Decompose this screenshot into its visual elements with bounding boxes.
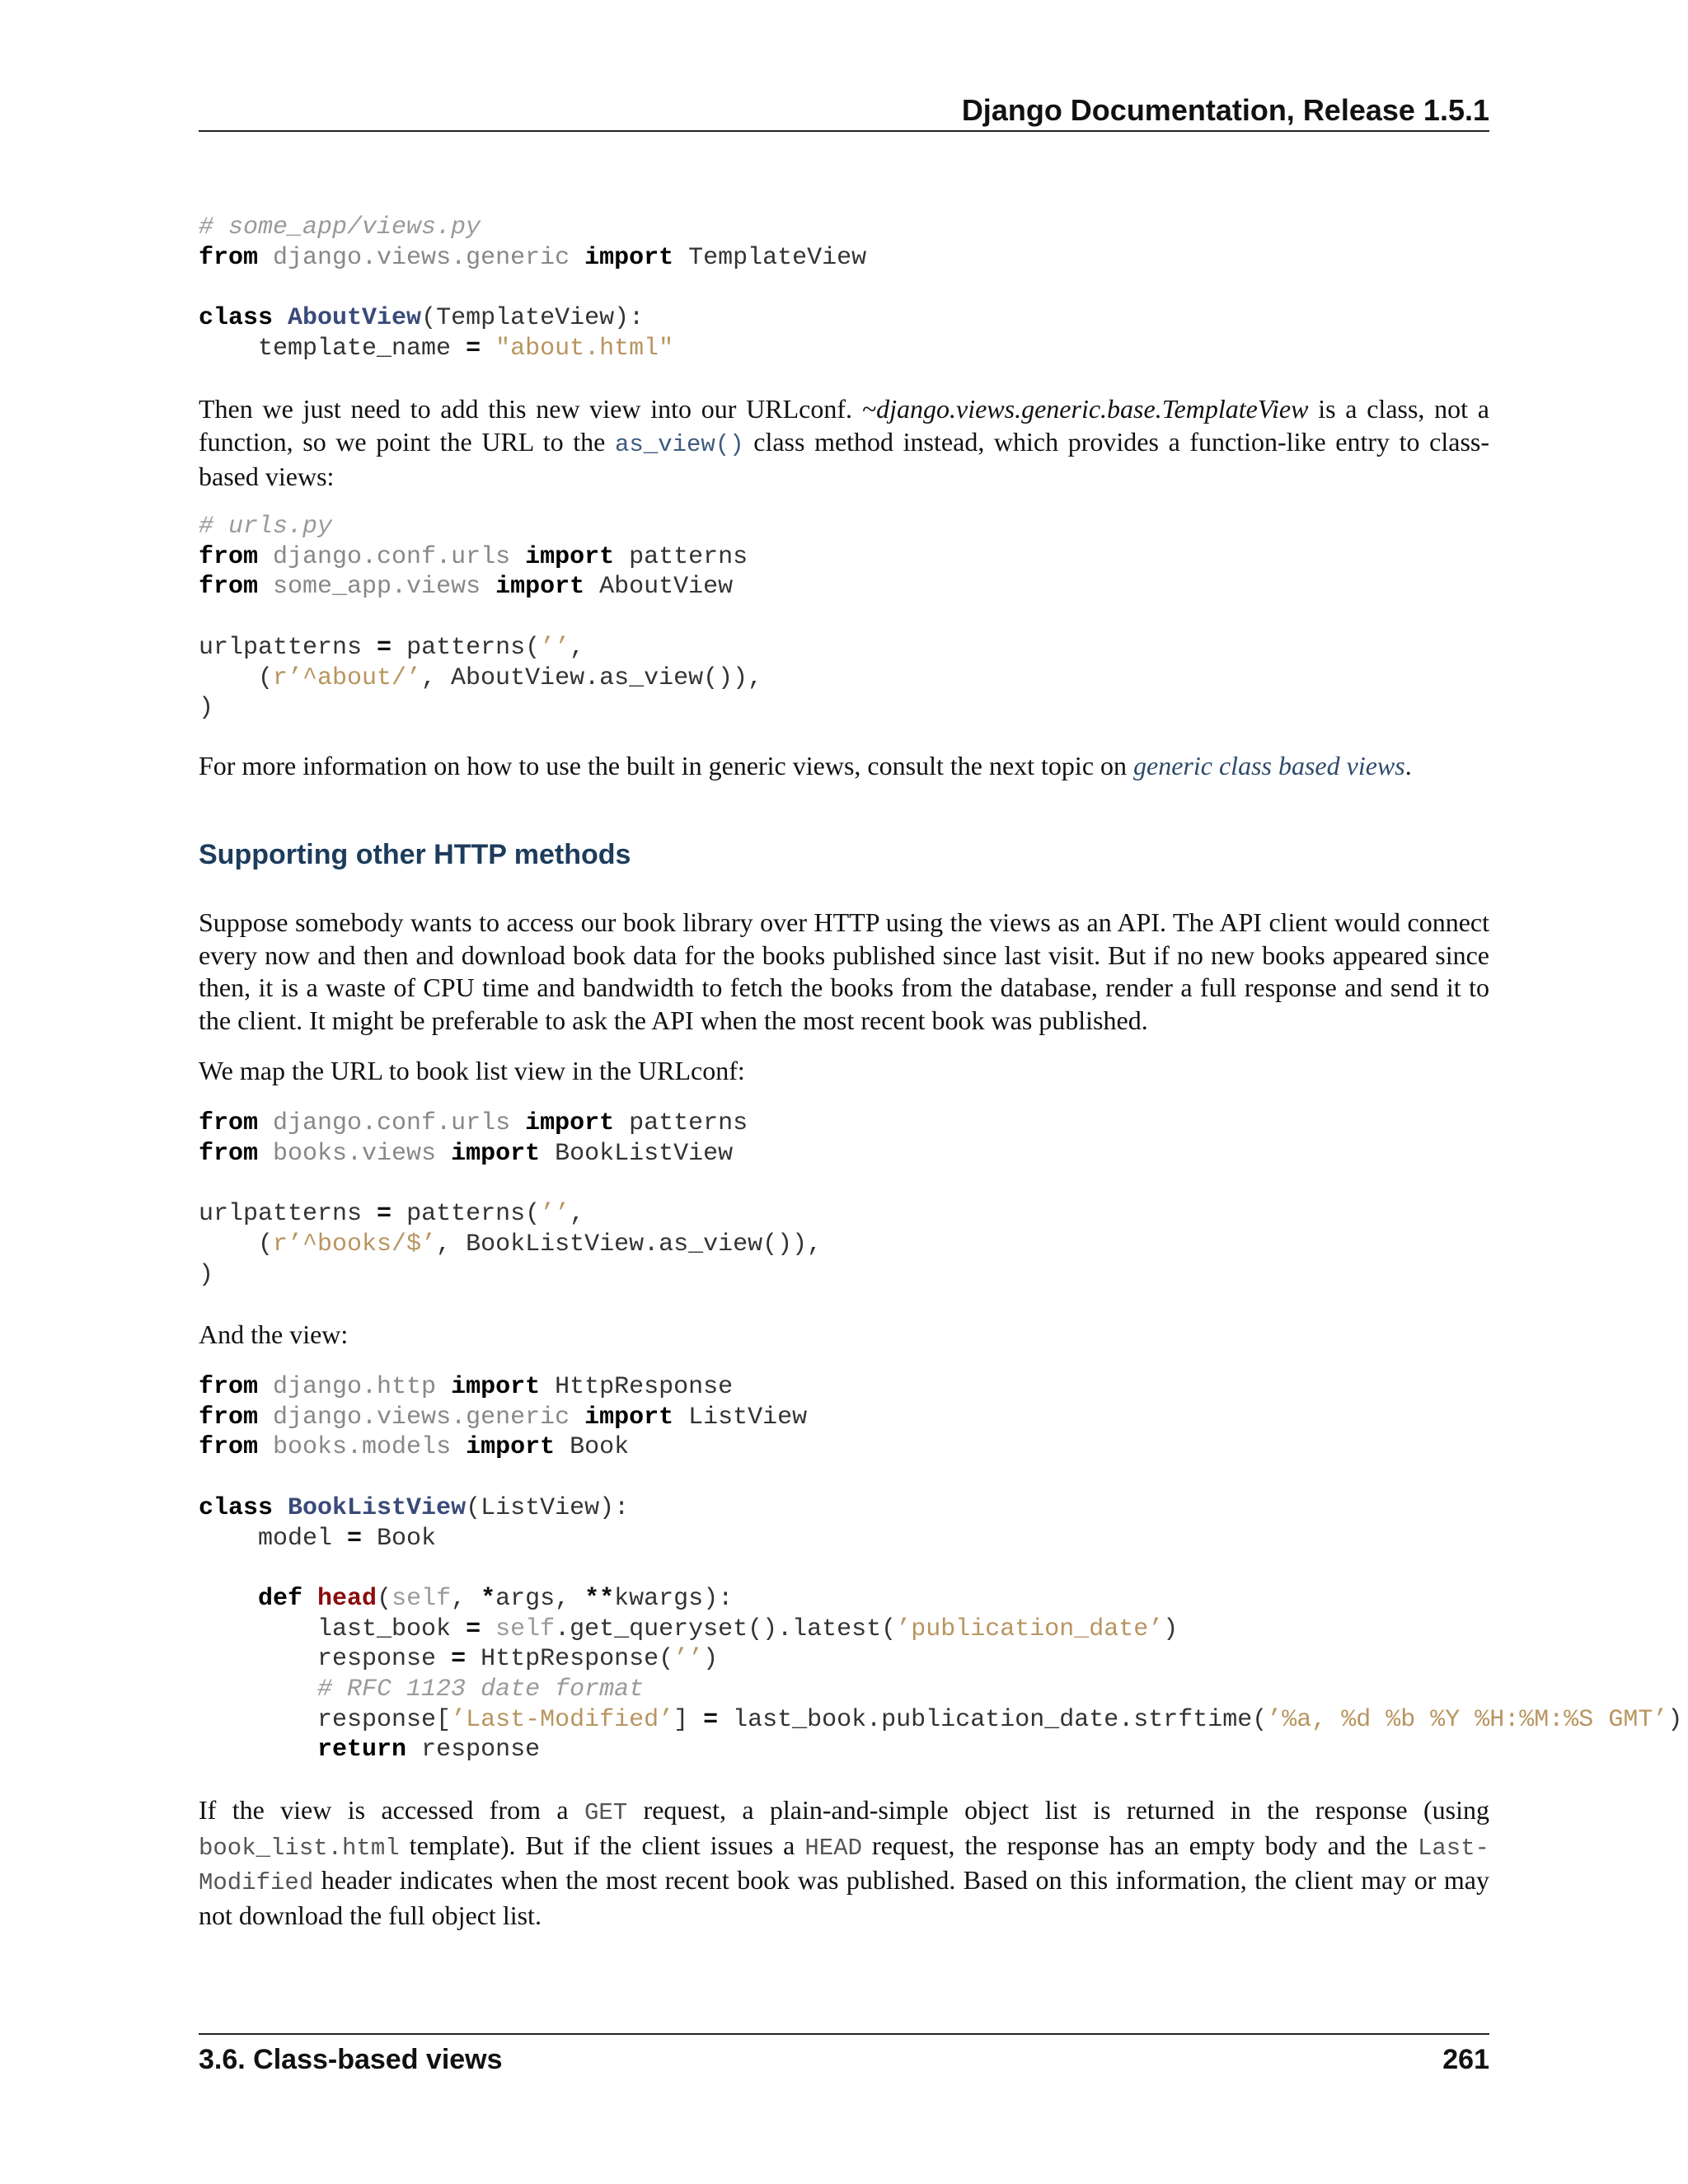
paragraph-text: If the view is accessed from a [199,1795,584,1825]
class-reference[interactable]: ~django.views.generic.base.TemplateView [861,394,1309,424]
code-line: from django.conf.urls import patterns [199,542,748,571]
inline-code-last-modified: Last-Modified [199,1834,1490,1896]
code-line: class AboutView(TemplateView): [199,304,645,333]
paragraph-text: Then we just need to add this new view into our URLconf. [199,394,862,424]
paragraph-text: request, the response has an empty body and the [862,1830,1418,1860]
paragraph-text: request, a plain-and-simple object list is returned in the response (using [627,1795,1490,1825]
paragraph-api-intro: Suppose somebody wants to access our book library over HTTP using the views as an API. The API client would connect every now and then and download book data for the books published since last visit. But if no new books appeared since then, it is a waste of CPU time and bandwidth to fetch the books from the database, render a full response and send it to the client. It might be preferable to ask the API when the most recent book was published. [199,907,1489,1035]
paragraph-get-head [199,1794,1489,1932]
code-line: model = Book [199,1524,437,1553]
code-block-book-list-view [199,1372,1682,1765]
code-block-about-view [199,213,866,364]
code-line: def head(self, *args, **kwargs): [258,1584,734,1613]
paragraph-text: For more information on how to use the built in generic views, consult the next topic on [199,751,1134,780]
code-line: urlpatterns = patterns(’’, [199,633,585,662]
footer-rule [199,2033,1489,2035]
code-line: from django.http import HttpResponse [199,1373,734,1401]
paragraph-text: is a class, not a function, so we point the URL to the [199,394,1490,457]
section-heading: Supporting other HTTP methods [199,839,631,870]
code-line: from django.views.generic import ListView [199,1403,808,1432]
as-view-link[interactable]: as_view() [615,430,744,458]
code-line: # RFC 1123 date format [317,1675,645,1704]
code-line: return response [317,1736,541,1765]
code-line [199,213,481,241]
code-line: ) [199,1260,214,1289]
header-rule [199,130,1489,132]
code-line: from django.views.generic import TemplateView [199,243,867,272]
page-number: 261 [1442,2044,1489,2075]
code-line: last_book = self.get_queryset().latest(’publication_date’) [199,1615,1179,1643]
inline-code-template: book_list.html [199,1834,400,1862]
code-block-urls-about [199,512,762,724]
footer-section-title: 3.6. Class-based views [199,2044,503,2075]
code-line: # urls.py [199,513,333,541]
paragraph-text: class method instead, which provides a function-like entry to class-based views: [199,426,1490,491]
inline-code-head: HEAD [804,1834,863,1862]
paragraph-text: . [1404,751,1412,780]
generic-class-based-views-link[interactable]: generic class based views [1133,751,1405,780]
code-line: template_name = "about.html" [199,334,674,363]
code-line: from books.models import Book [199,1433,630,1462]
code-line: class BookListView(ListView): [199,1493,630,1522]
inline-code-get: GET [584,1799,628,1826]
running-header: Django Documentation, Release 1.5.1 [961,93,1489,127]
code-line: from django.conf.urls import patterns [199,1109,748,1137]
paragraph-and-the-view: And the view: [199,1319,349,1349]
paragraph-text: header indicates when the most recent book was published. Based on this information, the client may or may not download the full object list. [199,1865,1489,1930]
paragraph-map-url: We map the URL to book list view in the URLconf: [199,1056,745,1085]
code-block-urls-books [199,1108,822,1290]
code-line: ) [199,694,214,723]
document-page [199,0,1683,2184]
code-line: response = HttpResponse(’’) [199,1645,719,1674]
code-line: from some_app.views import AboutView [199,573,734,602]
code-line: urlpatterns = patterns(’’, [199,1200,585,1229]
code-line: (r’^about/’, AboutView.as_view()), [199,663,763,692]
code-line: from books.views import BookListView [199,1139,734,1168]
code-line: (r’^books/$’, BookListView.as_view()), [199,1230,823,1258]
code-line: response[’Last-Modified’] = last_book.publication_date.strftime(’%a, %d %b %Y %H:%M:%S GMT’) [199,1705,1683,1734]
code-comment: # some_app/views.py [199,213,481,241]
paragraph-urlconf [199,393,1489,494]
paragraph-text: template). But if the client issues a [399,1830,805,1860]
paragraph-more-info [199,750,1489,783]
